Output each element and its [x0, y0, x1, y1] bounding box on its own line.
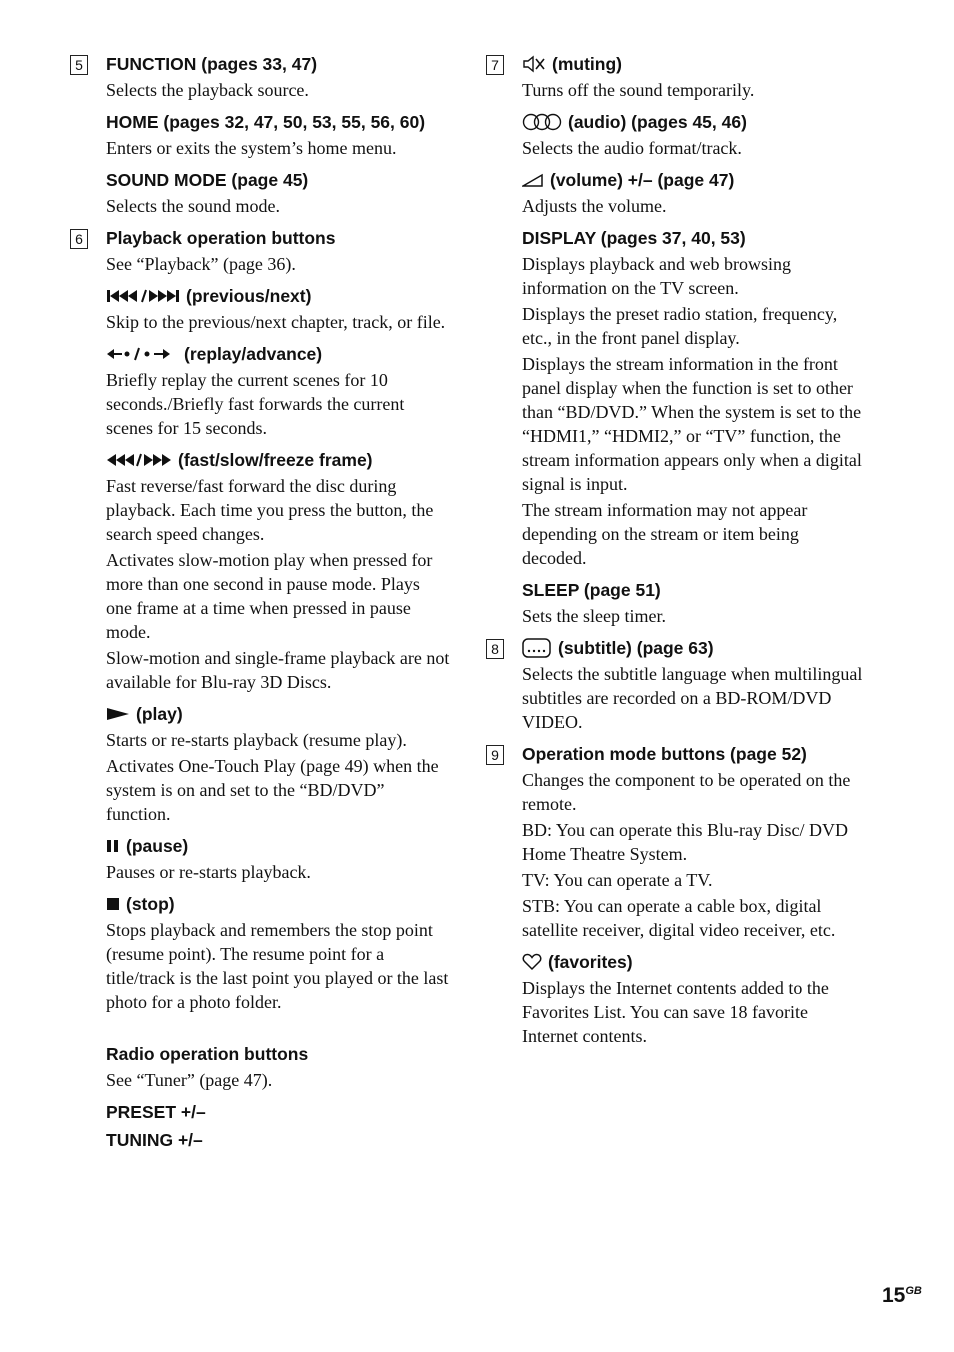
replay-advance-icon [106, 346, 178, 362]
page-number-suffix: GB [905, 1285, 922, 1297]
heading-home: HOME (pages 32, 47, 50, 53, 55, 56, 60) [106, 112, 426, 132]
pause-icon [106, 838, 120, 854]
item-preset [106, 1100, 450, 1124]
rewind-fast-forward-icon [106, 452, 172, 468]
desc-operation-mode-3: TV: You can operate a TV. [522, 870, 713, 890]
heading-volume: (volume) +/– (page 47) [550, 170, 735, 190]
desc-display-3: Displays the stream information in the front panel display when the function is set to other than “BD/DVD.” When the system is set to the “HDMI1,” “HDMI2,” or “TV” function, the stream information appears only when a digital signal is input. [522, 354, 862, 494]
desc-function: Selects the playback source. [106, 80, 309, 100]
item-display [522, 226, 866, 570]
item-favorites [522, 950, 866, 1048]
desc-favorites: Displays the Internet contents added to the Favorites List. You can save 18 favorite Internet contents. [522, 978, 829, 1046]
heading-display: DISPLAY (pages 37, 40, 53) [522, 228, 746, 248]
desc-pause: Pauses or re-starts playback. [106, 862, 311, 882]
heart-icon [522, 953, 542, 971]
heading-tuning: TUNING +/– [106, 1130, 203, 1150]
desc-fast-slow-3: Slow-motion and single-frame playback are not available for Blu-ray 3D Discs. [106, 648, 450, 692]
heading-audio: (audio) (pages 45, 46) [568, 112, 747, 132]
heading-function: FUNCTION (pages 33, 47) [106, 54, 318, 74]
heading-operation-mode: Operation mode buttons (page 52) [522, 744, 807, 764]
item-play [106, 702, 450, 826]
item-stop [106, 892, 450, 1014]
item-sound-mode [106, 168, 450, 218]
item-function [106, 52, 450, 102]
desc-sleep: Sets the sleep timer. [522, 606, 666, 626]
section-number-9: 9 [486, 745, 504, 765]
desc-play-2: Activates One-Touch Play (page 49) when the system is on and set to the “BD/DVD” function. [106, 756, 439, 824]
item-muting [522, 52, 866, 102]
section-6 [70, 226, 450, 1152]
desc-display-2: Displays the preset radio station, frequency, etc., in the front panel display. [522, 304, 838, 348]
play-icon [106, 706, 130, 722]
section-number-7: 7 [486, 55, 504, 75]
stop-icon [106, 896, 120, 912]
item-fast-slow [106, 448, 450, 694]
heading-subtitle: (subtitle) (page 63) [558, 638, 714, 658]
desc-sound-mode: Selects the sound mode. [106, 196, 280, 216]
desc-playback-buttons: See “Playback” (page 36). [106, 254, 296, 274]
muting-icon [522, 55, 546, 73]
heading-playback-buttons: Playback operation buttons [106, 228, 336, 248]
desc-replay-advance: Briefly replay the current scenes for 10 seconds./Briefly fast forwards the current scenes for 15 seconds. [106, 370, 405, 438]
desc-operation-mode-2: BD: You can operate this Blu-ray Disc/ DVD Home Theatre System. [522, 820, 848, 864]
desc-audio: Selects the audio format/track. [522, 138, 742, 158]
heading-favorites: (favorites) [548, 952, 633, 972]
right-column [486, 44, 866, 1052]
item-subtitle [522, 636, 866, 734]
item-home [106, 110, 450, 160]
heading-sound-mode: SOUND MODE (page 45) [106, 170, 309, 190]
desc-previous-next: Skip to the previous/next chapter, track, or file. [106, 312, 446, 332]
heading-muting: (muting) [552, 54, 622, 74]
item-replay-advance [106, 342, 450, 440]
volume-icon [522, 172, 544, 188]
desc-operation-mode-4: STB: You can operate a cable box, digital satellite receiver, digital video receiver, etc. [522, 896, 836, 940]
section-number-5: 5 [70, 55, 88, 75]
section-number-6: 6 [70, 229, 88, 249]
heading-pause: (pause) [126, 836, 189, 856]
subtitle-icon [522, 638, 552, 658]
audio-icon [522, 113, 562, 131]
item-radio-buttons [106, 1042, 450, 1092]
desc-operation-mode-1: Changes the component to be operated on the remote. [522, 770, 851, 814]
left-column [70, 44, 450, 1156]
desc-subtitle: Selects the subtitle language when multilingual subtitles are recorded on a BD-ROM/DVD VIDEO. [522, 664, 863, 732]
desc-display-4: The stream information may not appear depending on the stream or item being decoded. [522, 500, 808, 568]
item-pause [106, 834, 450, 884]
section-8 [486, 636, 866, 734]
desc-fast-slow-2: Activates slow-motion play when pressed for more than one second in pause mode. Plays one frame at a time when pressed in pause mode. [106, 550, 433, 642]
section-7 [486, 52, 866, 628]
desc-home: Enters or exits the system’s home menu. [106, 138, 397, 158]
desc-volume: Adjusts the volume. [522, 196, 667, 216]
heading-replay-advance: (replay/advance) [184, 344, 323, 364]
desc-fast-slow-1: Fast reverse/fast forward the disc during playback. Each time you press the button, the search speed changes. [106, 476, 434, 544]
section-9 [486, 742, 866, 1048]
item-playback-buttons [106, 226, 450, 276]
item-sleep [522, 578, 866, 628]
desc-display-1: Displays playback and web browsing information on the TV screen. [522, 254, 791, 298]
desc-play-1: Starts or re-starts playback (resume play). [106, 730, 407, 750]
heading-previous-next: (previous/next) [186, 286, 312, 306]
section-5 [70, 52, 450, 218]
item-audio [522, 110, 866, 160]
item-volume [522, 168, 866, 218]
item-operation-mode [522, 742, 866, 942]
previous-next-icon [106, 288, 180, 304]
item-previous-next [106, 284, 450, 334]
desc-stop: Stops playback and remembers the stop point (resume point). The resume point for a title/track is the last point you played or the last photo for a photo folder. [106, 920, 449, 1012]
desc-radio-buttons: See “Tuner” (page 47). [106, 1070, 273, 1090]
heading-play: (play) [136, 704, 183, 724]
page-number-value: 15 [882, 1284, 906, 1307]
page-number [882, 1284, 922, 1308]
desc-muting: Turns off the sound temporarily. [522, 80, 755, 100]
heading-radio-buttons: Radio operation buttons [106, 1044, 309, 1064]
item-tuning [106, 1128, 450, 1152]
heading-preset: PRESET +/– [106, 1102, 206, 1122]
heading-sleep: SLEEP (page 51) [522, 580, 661, 600]
heading-stop: (stop) [126, 894, 175, 914]
heading-fast-slow: (fast/slow/freeze frame) [178, 450, 373, 470]
section-number-8: 8 [486, 639, 504, 659]
